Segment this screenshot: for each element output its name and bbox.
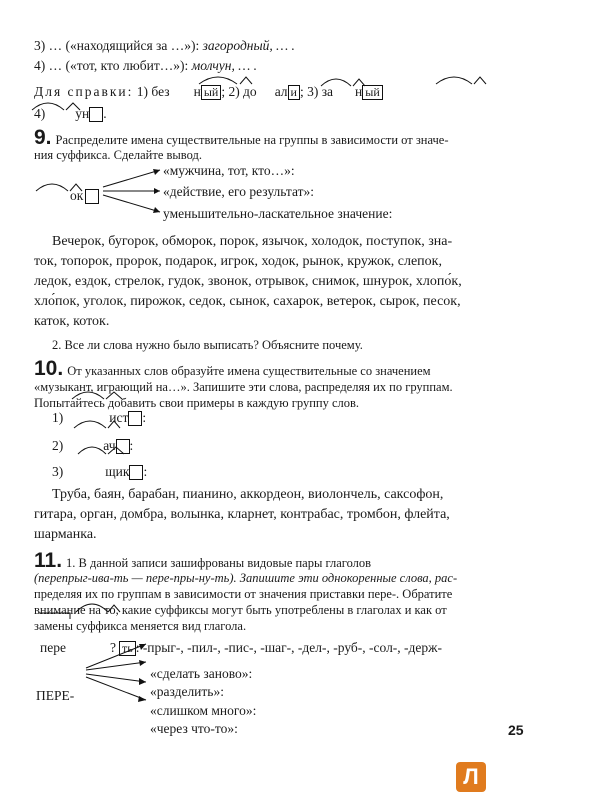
task-9-words-4: хло́пок, уголок, пирожок, седок, сынок, сахарок, ветерок, сырок, песок, [34,294,461,309]
task-9-header [34,126,449,150]
task-9-words-3: ледок, ездок, стрелок, гудок, звонок, отрывок, снимок, шнурок, хлопо́к, [34,274,462,289]
item-number: 3) [52,464,64,479]
task-11-ending: ть [119,641,136,656]
task-11-branch-1: «сделать заново»: [150,666,253,681]
reference-label: Для справки: [34,84,134,99]
reference-tail: . [103,106,107,121]
task-10-header [34,357,431,381]
task-10-item-1: 1) ист : [52,410,147,425]
reference-ending-1: ый [201,85,221,100]
reference-item-3: ; 3) за [299,84,334,99]
task-10-item-3: 3) щик : [52,464,148,479]
task-9-text-2: ния суффикса. Сделайте вывод. [34,148,202,162]
task-11-branch-4: «через что-то»: [150,721,238,736]
task-9-branch-3: уменьшительно-ласкательное значение: [163,206,393,221]
task-10-text-2: «музыкант, играющий на…». Запишите эти слова, распределяя их по группам. [34,380,453,394]
task-10-words-1: Труба, баян, барабан, пианино, аккордеон, виолончель, саксофон, [52,487,444,502]
task-11-header [34,549,371,573]
task-10-number: 10. [34,357,64,380]
reference-suffix-4: ун [75,106,90,121]
task-9-words-1: Вечерок, бугорок, обморок, порок, язычок, холодок, поступок, зна- [52,234,453,249]
task-11-roots: : -прыг-, -пил-, -пис-, -шаг-, -дел-, -руб-, -сол-, -держ- [135,640,442,655]
task-11-number: 11. [34,549,63,572]
reference-suffix-3: н [355,84,363,99]
task-9-words-2: ток, топорок, пророк, подарок, игрок, ходок, рынок, кружок, слепок, [34,254,442,269]
task-11-question-mark: ? [109,640,116,655]
line-4-example: молчун, … . [191,58,257,73]
task-10-suffix-2: ач [103,438,116,453]
task-10-words-2: гитара, орган, домбра, волынка, кларнет, контрабас, тромбон, флейта, [34,507,450,522]
task-9-scheme [70,188,99,204]
labirint-logo-icon: Л [456,762,486,792]
task-9-branch-2: «действие, его результат»: [163,184,314,199]
task-10-item-2: 2) ач : [52,438,134,453]
task-9-text-1: Распределите имена существительные на группы в зависимости от значе- [55,133,449,147]
item-number: 1) [52,410,64,425]
task-11-branch-3: «слишком много»: [150,703,257,718]
line-3 [34,38,295,54]
ending-box [129,465,143,480]
reference-ending-2: и [288,85,300,100]
reference-item-2: ; 2) до [221,84,257,99]
item-number: 2) [52,438,64,453]
task-9-number: 9. [34,126,52,149]
line-4-text: 4) … («тот, кто любит…»): [34,58,192,73]
task-10-suffix-1: ист [109,410,129,425]
task-11-text-4: внимание на то, какие суффиксы могут быть употреблены в глаголах и как от [34,603,447,617]
ending-box [85,189,99,204]
reference-line-2 [34,106,107,122]
task-9-question: 2. Все ли слова нужно было выписать? Объясните почему. [52,338,363,352]
task-10-words-3: шарманка. [34,527,97,542]
task-9-branch-1: «мужчина, тот, кто…»: [163,163,295,178]
task-11-pere-label: ПЕРЕ- [36,688,75,703]
task-10-text-3: Попытайтесь добавить свои примеры в каждую группу слов. [34,396,360,410]
task-10-text-1: От указанных слов образуйте имена существительные со значением [67,364,431,378]
line-3-text: 3) … («находящийся за …»): [34,38,203,53]
task-11-text-3: пределяя их по группам в зависимости от значения приставки пере-. Обратите [34,587,453,601]
reference-ending-3: ый [362,85,382,100]
reference-line [34,84,383,100]
task-10-suffix-3: щик [105,464,130,479]
ending-box [116,439,130,454]
task-11-text-2: (перепрыг-ива-ть — пере-пры-ну-ть). Запишите эти однокоренные слова, рас- [34,571,458,585]
task-11-text-5: замены суффикса меняется вид глагола. [34,619,247,633]
ending-box [128,411,142,426]
line-3-example: загородный, … . [202,38,295,53]
task-11-text-1: 1. В данной записи зашифрованы видовые пары глаголов [66,556,372,570]
task-11-branch-2: «разделить»: [150,684,224,699]
page-number: 25 [508,722,524,738]
task-11-scheme [40,640,442,656]
task-9-words-5: каток, коток. [34,314,110,329]
reference-suffix-1: н [193,84,201,99]
ending-box [89,107,103,122]
line-4 [34,58,257,74]
reference-item-4: 4) [34,106,46,121]
reference-item-1: 1) без [136,84,170,99]
task-11-prefix: пере [40,640,66,655]
reference-suffix-2: ал [274,84,288,99]
task-9-suffix: ок [70,188,84,203]
